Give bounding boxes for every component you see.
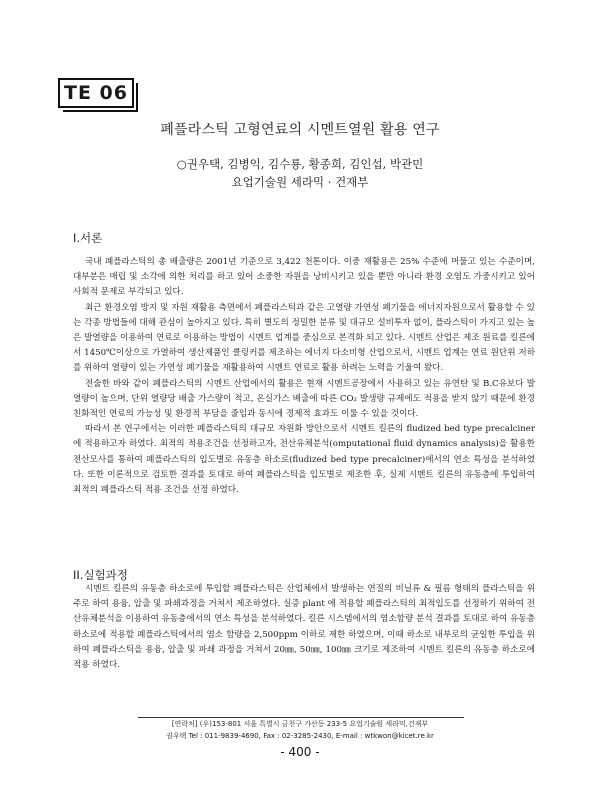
intro-paragraph: 최근 환경오염 방지 및 자원 재활용 측면에서 폐플라스틱과 같은 고열량 가연성 폐기물을 에너지자원으로서 활용할 수 있는 각종 방법들에 대해 관심이 높아지고 있다. 특히 별도의 정밀한 분류 및 대규모 설비투자 없이, 플라스틱이 가지고 있는 높은 발열량을 이용하여 연료로 이용하는 방법이 시멘트 업계를 중심으로 본격화 되고 있다. 시멘트 산업은 제조 원료를 킬른에서 1450℃이상으로 가열하여 생산제품인 클링커를 제조하는 에너지 다소비형 산업으로서, 시멘트 업계는 연료 원단위 저하를 위하여 열량이 있는 가연성 폐기물을 재활용하여 시멘트 연료로 활용 하려는 노력을 기울여 왔다. [73,302,535,374]
contact-address: [연락처] (우)153-801 서울 특별시 금천구 가산동 233-5 요업기술원 세라믹,건재부 [171,720,429,728]
page-number: - 400 - [280,745,320,759]
affiliation: 요업기술원 세라믹 · 건재부 [231,175,369,189]
introduction-body [73,255,535,498]
intro-paragraph: 따라서 본 연구에서는 이러한 폐플라스틱의 대규모 자원화 방안으로서 시멘트 킬른의 fludized bed type precalciner에 적용하고자 하였다. 최적의 적용조건을 선정하고자, 전산유체분석(omputational fluid dynamics analysis)을 활용한 전산모사를 통하여 폐플라스틱의 입도별로 유동층 하소로(fludized bed type precalciner)에서의 연소 특성을 분석하였다. 또한 이론적으로 검토한 결과를 토대로 하여 폐플라스틱을 입도별로 제조한 후, 실제 시멘트 킬른의 유동층에 투입하여 최적의 폐플라스틱 적용 조건을 선정 하였다. [73,424,535,496]
section-heading-experimental: II.실험과정 [73,568,128,582]
experimental-paragraph: 시멘트 킬른의 유동층 하소로에 투입할 폐플라스틱은 산업체에서 발생하는 연질의 비닐류 & 필름 형태의 플라스틱을 위주로 하여 용융, 압출 및 파쇄과정을 거쳐서 제조하였다. 실증 plant 에 적용할 폐플라스틱의 최적입도를 선정하기 위하여 전산유체분석을 이용하여 유동층에서의 연소 특성을 분석하였다. 킬른 시스템에서의 염소함량 분석 결과를 토대로 하여 유동층 하소로에 적용할 폐플라스틱에서의 염소 함량을 2,500ppm 이하로 제한 하였으며, 이때 하소로 내부로의 균일한 투입을 위하여 폐플라스틱을 용융, 압출 및 파쇄 과정을 거쳐서 20㎜, 50㎜, 100㎜ 크기로 제조하여 시멘트 킬른의 유동층 하소로에 적용 하였다. [73,584,535,671]
session-code: TE 06 [64,82,128,104]
author-list: ○권우택, 김병익, 김수룡, 황종희, 김인섭, 박관민 [176,157,424,171]
section-heading-introduction: I.서론 [73,231,103,245]
intro-paragraph: 전술한 바와 같이 폐플라스틱의 시멘트 산업에서의 활용은 현재 시멘트공장에서 사용하고 있는 유연탄 및 B.C유보다 발열량이 높으며, 단위 열량당 배출 가스량이 적고, 온실가스 배출에 따른 CO₂ 발생량 규제에도 적용을 받지 않기 때문에 환경친화적인 연료의 가능성 및 환경적 부담을 줄임과 동시에 경제적 효과도 이룰 수 있을 것이다. [73,378,535,420]
paper-title: 폐플라스틱 고형연료의 시멘트열원 활용 연구 [160,122,440,138]
footer-divider [138,717,464,718]
experimental-body [73,582,535,673]
intro-paragraph: 국내 폐플라스틱의 총 배출량은 2001년 기준으로 3,422 천톤이다. 이중 재활용은 25% 수준에 머물고 있는 수준이며, 대부분은 매립 및 소각에 의한 처리를 하고 있어 소중한 자원을 낭비시키고 있을 뿐만 아니라 환경 오염도 가중시키고 있어 사회적 문제로 부각되고 있다. [73,257,535,298]
session-code-box [58,78,134,108]
contact-details: 권우택 Tel : 011-9839-4690, Fax : 02-3285-2430, E-mail : wtkwon@kicet.re.kr [166,732,434,740]
